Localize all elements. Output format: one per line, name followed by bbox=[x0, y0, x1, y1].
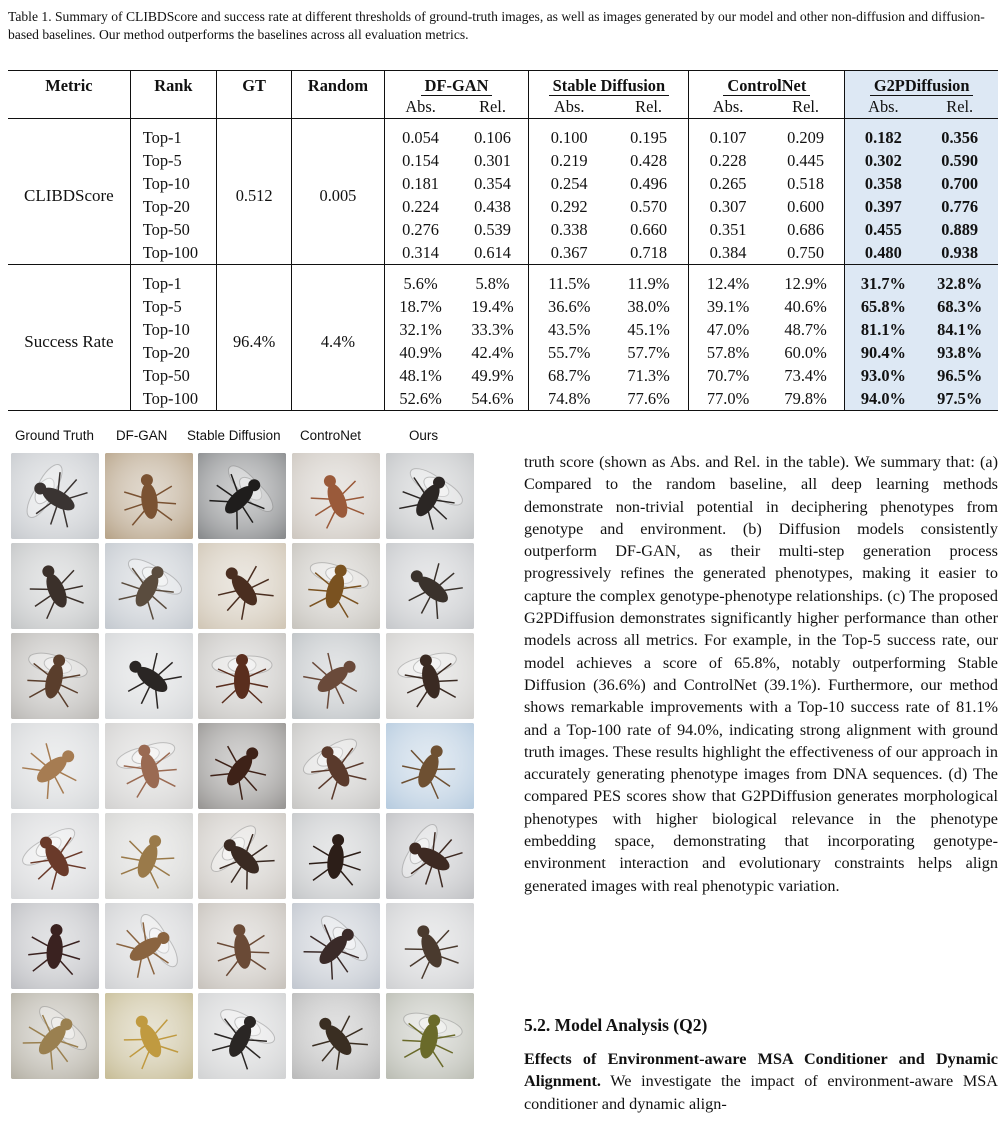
insect-icon bbox=[11, 993, 99, 1079]
insect-image-stable-diffusion bbox=[198, 543, 286, 629]
ours-abs-cell: 0.480 bbox=[845, 242, 922, 265]
subheader-rel: Rel. bbox=[457, 97, 529, 119]
dfgan-rel-cell: 54.6% bbox=[457, 388, 529, 411]
insect-icon bbox=[386, 723, 474, 809]
insect-icon bbox=[11, 903, 99, 989]
dfgan-abs-cell: 0.181 bbox=[402, 174, 440, 193]
rank-cell: Top-20 bbox=[130, 196, 216, 219]
table-row bbox=[8, 388, 998, 411]
insect-icon bbox=[198, 993, 286, 1079]
ours-rel-cell: 93.8% bbox=[921, 342, 998, 365]
ours-rel-cell: 0.356 bbox=[921, 119, 998, 150]
insect-image-dfgan bbox=[105, 813, 193, 899]
cn-abs-cell: 39.1% bbox=[706, 297, 750, 316]
ours-abs-cell: 0.455 bbox=[845, 219, 922, 242]
cn-abs-cell: 12.4% bbox=[706, 274, 750, 294]
sd-abs-cell: 43.5% bbox=[548, 320, 591, 339]
table-row bbox=[8, 119, 998, 150]
sd-rel-cell: 38.0% bbox=[609, 296, 689, 319]
header-dfgan: DF-GAN bbox=[384, 71, 529, 97]
subheader-rel: Rel. bbox=[921, 97, 998, 119]
insect-image-ours bbox=[386, 723, 474, 809]
subheader-abs: Abs. bbox=[845, 97, 922, 119]
insect-image-ground-truth bbox=[11, 723, 99, 809]
rank-cell: Top-50 bbox=[130, 219, 216, 242]
insect-icon bbox=[105, 903, 193, 989]
header-stable-diffusion: Stable Diffusion bbox=[529, 71, 689, 97]
insect-icon bbox=[11, 633, 99, 719]
ours-abs-cell: 94.0% bbox=[845, 388, 922, 411]
insect-image-controlnet bbox=[292, 453, 380, 539]
ours-rel-cell: 97.5% bbox=[921, 388, 998, 411]
dfgan-rel-cell: 19.4% bbox=[457, 296, 529, 319]
insect-icon bbox=[11, 723, 99, 809]
insect-icon bbox=[198, 453, 286, 539]
sd-rel-cell: 0.428 bbox=[609, 150, 689, 173]
rank-cell: Top-1 bbox=[130, 119, 216, 150]
insect-image-ground-truth bbox=[11, 813, 99, 899]
insect-icon bbox=[105, 543, 193, 629]
dfgan-abs-cell: 32.1% bbox=[399, 320, 442, 339]
figure-label-stable-diffusion: Stable Diffusion bbox=[187, 428, 281, 443]
table-row bbox=[8, 219, 998, 242]
rank-cell: Top-5 bbox=[130, 296, 216, 319]
ours-rel-cell: 0.700 bbox=[921, 173, 998, 196]
dfgan-abs-cell: 48.1% bbox=[399, 366, 442, 385]
subheader-abs: Abs. bbox=[553, 97, 585, 117]
cn-abs-cell: 0.307 bbox=[709, 197, 747, 216]
table-row bbox=[8, 196, 998, 219]
ours-rel-cell: 0.776 bbox=[921, 196, 998, 219]
sd-abs-cell: 36.6% bbox=[548, 297, 591, 316]
sd-abs-cell: 0.338 bbox=[550, 220, 588, 239]
dfgan-rel-cell: 0.539 bbox=[457, 219, 529, 242]
paragraph-body: We investigate the impact of environment-aware MSA conditioner and dynamic align- bbox=[524, 1072, 998, 1113]
insect-icon bbox=[105, 453, 193, 539]
ours-rel-cell: 0.938 bbox=[921, 242, 998, 265]
insect-icon bbox=[292, 813, 380, 899]
insect-icon bbox=[105, 813, 193, 899]
ours-abs-cell: 0.302 bbox=[845, 150, 922, 173]
sd-abs-cell: 0.100 bbox=[550, 128, 588, 148]
insect-icon bbox=[386, 993, 474, 1079]
insect-icon bbox=[292, 543, 380, 629]
dfgan-abs-cell: 0.224 bbox=[402, 197, 440, 216]
insect-icon bbox=[105, 723, 193, 809]
ours-abs-cell: 0.397 bbox=[845, 196, 922, 219]
insect-image-ours bbox=[386, 903, 474, 989]
table-group-success-rate bbox=[8, 265, 998, 411]
sd-rel-cell: 45.1% bbox=[609, 319, 689, 342]
table-row bbox=[8, 319, 998, 342]
header-g2pdiffusion: G2PDiffusion bbox=[845, 71, 998, 97]
insect-image-ground-truth bbox=[11, 633, 99, 719]
ours-abs-cell: 90.4% bbox=[845, 342, 922, 365]
dfgan-abs-cell: 0.276 bbox=[402, 220, 440, 239]
insect-icon bbox=[386, 543, 474, 629]
sd-abs-cell: 11.5% bbox=[548, 274, 591, 294]
header-metric: Metric bbox=[8, 71, 130, 97]
table-row bbox=[8, 242, 998, 265]
rank-cell: Top-50 bbox=[130, 365, 216, 388]
insect-image-dfgan bbox=[105, 453, 193, 539]
results-table bbox=[8, 70, 998, 411]
cn-abs-cell: 0.351 bbox=[709, 220, 747, 239]
sd-abs-cell: 55.7% bbox=[548, 343, 591, 362]
insect-image-dfgan bbox=[105, 723, 193, 809]
cn-abs-cell: 57.8% bbox=[706, 343, 750, 362]
rank-cell: Top-10 bbox=[130, 319, 216, 342]
cn-rel-cell: 12.9% bbox=[767, 265, 845, 296]
insect-icon bbox=[11, 813, 99, 899]
ours-rel-cell: 68.3% bbox=[921, 296, 998, 319]
insect-icon bbox=[11, 453, 99, 539]
dfgan-rel-cell: 5.8% bbox=[457, 265, 529, 296]
sd-rel-cell: 0.195 bbox=[609, 119, 689, 150]
insect-icon bbox=[198, 903, 286, 989]
dfgan-abs-cell: 0.154 bbox=[402, 151, 440, 170]
ours-abs-cell: 81.1% bbox=[845, 319, 922, 342]
insect-image-stable-diffusion bbox=[198, 813, 286, 899]
rank-cell: Top-1 bbox=[130, 265, 216, 296]
insect-icon bbox=[386, 453, 474, 539]
insect-icon bbox=[292, 633, 380, 719]
results-discussion-paragraph: truth score (shown as Abs. and Rel. in the table). We summary that: (a) Compared to the random baseline, all deep learning methods demonstrate non-trivial potential in deciphering phenotypes from genotype and environment. (b) Diffusion models consistently outperform DF-GAN, as their multi-step generation process progressively refines the generated phenotypes, making it easier to capture the complex genotype-phenotype relationships. (c) The proposed G2PDiffusion demonstrates significantly higher performance than other models across all metrics. For example, in the Top-5 success rate, our model achieves a score of 65.8%, notably outperforming Stable Diffusion (36.6%) and ControlNet (39.1%). Furthermore, our method shows remarkable improvements with a Top-10 success rate of 81.1% and a Top-100 rate of 94.0%, indicating strong alignment with ground truth images. These results highlight the effectiveness of our approach in accurately generating phenotype images from DNA sequences. (d) The compared PES scores show that G2PDiffusion generates morphological phenotypes with higher biological relevance in the phenotype embedding space, demonstrating that incorporating genotype-environment interaction and evolutionary constraints helps align generated images with real phenotypic variation. bbox=[524, 453, 998, 895]
insect-image-ground-truth bbox=[11, 903, 99, 989]
sd-rel-cell: 77.6% bbox=[609, 388, 689, 411]
table-row bbox=[8, 265, 998, 296]
subheader-rel: Rel. bbox=[609, 97, 689, 119]
insect-image-ground-truth bbox=[11, 993, 99, 1079]
dfgan-abs-cell: 5.6% bbox=[403, 274, 438, 294]
sd-rel-cell: 0.496 bbox=[609, 173, 689, 196]
dfgan-rel-cell: 0.614 bbox=[457, 242, 529, 265]
insect-image-ours bbox=[386, 813, 474, 899]
cn-abs-cell: 47.0% bbox=[706, 320, 750, 339]
insect-icon bbox=[198, 813, 286, 899]
insect-icon bbox=[105, 993, 193, 1079]
dfgan-rel-cell: 33.3% bbox=[457, 319, 529, 342]
insect-icon bbox=[198, 633, 286, 719]
cn-rel-cell: 40.6% bbox=[767, 296, 845, 319]
subheader-rel: Rel. bbox=[767, 97, 845, 119]
gt-value: 96.4% bbox=[217, 265, 292, 411]
metric-name: Success Rate bbox=[8, 265, 130, 411]
insect-icon bbox=[292, 993, 380, 1079]
insect-icon bbox=[198, 543, 286, 629]
dfgan-rel-cell: 49.9% bbox=[457, 365, 529, 388]
sd-abs-cell: 0.292 bbox=[550, 197, 588, 216]
random-value: 4.4% bbox=[292, 265, 384, 411]
insect-icon bbox=[292, 723, 380, 809]
rank-cell: Top-20 bbox=[130, 342, 216, 365]
insect-icon bbox=[386, 633, 474, 719]
header-gt: GT bbox=[217, 71, 292, 97]
table-row bbox=[8, 296, 998, 319]
sd-rel-cell: 71.3% bbox=[609, 365, 689, 388]
header-rank: Rank bbox=[130, 71, 216, 97]
subheader-abs: Abs. bbox=[712, 97, 744, 117]
insect-icon bbox=[292, 903, 380, 989]
dfgan-abs-cell: 0.314 bbox=[402, 242, 440, 262]
sd-rel-cell: 11.9% bbox=[609, 265, 689, 296]
dfgan-rel-cell: 0.301 bbox=[457, 150, 529, 173]
figure-label-ours: Ours bbox=[409, 428, 439, 443]
insect-image-ours bbox=[386, 633, 474, 719]
ours-rel-cell: 96.5% bbox=[921, 365, 998, 388]
insect-image-dfgan bbox=[105, 903, 193, 989]
dfgan-rel-cell: 42.4% bbox=[457, 342, 529, 365]
table-row bbox=[8, 150, 998, 173]
metric-name: CLIBDScore bbox=[8, 119, 130, 265]
cn-rel-cell: 0.518 bbox=[767, 173, 845, 196]
cn-rel-cell: 60.0% bbox=[767, 342, 845, 365]
sd-rel-cell: 0.718 bbox=[609, 242, 689, 265]
ours-rel-cell: 32.8% bbox=[921, 265, 998, 296]
dfgan-rel-cell: 0.438 bbox=[457, 196, 529, 219]
table-caption: Table 1. Summary of CLIBDScore and success rate at different thresholds of ground-truth images, as well as images generated by our model and other non-diffusion and diffusion-based baselines. Our method outperforms the baselines across all evaluation metrics. bbox=[8, 9, 985, 42]
dfgan-abs-cell: 52.6% bbox=[399, 388, 442, 408]
table-row bbox=[8, 365, 998, 388]
cn-abs-cell: 0.265 bbox=[709, 174, 747, 193]
insect-image-ours bbox=[386, 453, 474, 539]
cn-abs-cell: 0.228 bbox=[709, 151, 747, 170]
insect-image-stable-diffusion bbox=[198, 993, 286, 1079]
cn-rel-cell: 0.445 bbox=[767, 150, 845, 173]
table-group-clibdscore bbox=[8, 119, 998, 265]
cn-rel-cell: 48.7% bbox=[767, 319, 845, 342]
insect-image-controlnet bbox=[292, 723, 380, 809]
rank-cell: Top-5 bbox=[130, 150, 216, 173]
dfgan-abs-cell: 0.054 bbox=[402, 128, 440, 148]
insect-icon bbox=[386, 903, 474, 989]
insect-image-controlnet bbox=[292, 633, 380, 719]
ours-rel-cell: 0.590 bbox=[921, 150, 998, 173]
insect-image-controlnet bbox=[292, 813, 380, 899]
rank-cell: Top-10 bbox=[130, 173, 216, 196]
insect-icon bbox=[11, 543, 99, 629]
figure-label-ground-truth: Ground Truth bbox=[15, 428, 94, 443]
ours-abs-cell: 0.182 bbox=[845, 119, 922, 150]
figure-label-dfgan: DF-GAN bbox=[116, 428, 168, 443]
cn-rel-cell: 0.750 bbox=[767, 242, 845, 265]
insect-image-ground-truth bbox=[11, 543, 99, 629]
random-value: 0.005 bbox=[292, 119, 384, 265]
figure-label-controlnet: ControNet bbox=[300, 428, 362, 443]
sd-rel-cell: 0.570 bbox=[609, 196, 689, 219]
header-controlnet: ControlNet bbox=[689, 71, 845, 97]
sd-abs-cell: 0.219 bbox=[550, 151, 588, 170]
insect-image-ours bbox=[386, 543, 474, 629]
insect-image-dfgan bbox=[105, 543, 193, 629]
ours-abs-cell: 31.7% bbox=[845, 265, 922, 296]
cn-abs-cell: 0.384 bbox=[709, 242, 747, 262]
insect-icon bbox=[386, 813, 474, 899]
figure-column-labels bbox=[8, 428, 468, 448]
table-row bbox=[8, 173, 998, 196]
paragraph-runin-heading: Effects of Environment-aware MSA Conditioner and Dynamic Alignment. bbox=[524, 1050, 998, 1091]
insect-image-stable-diffusion bbox=[198, 453, 286, 539]
insect-icon bbox=[198, 723, 286, 809]
sd-abs-cell: 74.8% bbox=[548, 388, 591, 408]
dfgan-abs-cell: 18.7% bbox=[399, 297, 442, 316]
insect-image-controlnet bbox=[292, 903, 380, 989]
insect-image-ground-truth bbox=[11, 453, 99, 539]
insect-image-stable-diffusion bbox=[198, 723, 286, 809]
sd-rel-cell: 57.7% bbox=[609, 342, 689, 365]
insect-image-stable-diffusion bbox=[198, 633, 286, 719]
cn-abs-cell: 0.107 bbox=[709, 128, 747, 148]
sd-abs-cell: 68.7% bbox=[548, 366, 591, 385]
dfgan-abs-cell: 40.9% bbox=[399, 343, 442, 362]
cn-rel-cell: 0.600 bbox=[767, 196, 845, 219]
insect-image-controlnet bbox=[292, 543, 380, 629]
dfgan-rel-cell: 0.354 bbox=[457, 173, 529, 196]
insect-image-dfgan bbox=[105, 633, 193, 719]
cn-rel-cell: 79.8% bbox=[767, 388, 845, 411]
ours-rel-cell: 84.1% bbox=[921, 319, 998, 342]
insect-image-ours bbox=[386, 993, 474, 1079]
table-row bbox=[8, 342, 998, 365]
cn-rel-cell: 73.4% bbox=[767, 365, 845, 388]
subheader-abs: Abs. bbox=[405, 97, 436, 117]
sd-abs-cell: 0.367 bbox=[550, 242, 588, 262]
rank-cell: Top-100 bbox=[130, 388, 216, 411]
insect-icon bbox=[105, 633, 193, 719]
insect-icon bbox=[292, 453, 380, 539]
ours-abs-cell: 93.0% bbox=[845, 365, 922, 388]
ours-abs-cell: 65.8% bbox=[845, 296, 922, 319]
ours-abs-cell: 0.358 bbox=[845, 173, 922, 196]
sd-rel-cell: 0.660 bbox=[609, 219, 689, 242]
model-analysis-paragraph bbox=[524, 1048, 998, 1115]
gt-value: 0.512 bbox=[217, 119, 292, 265]
cn-rel-cell: 0.209 bbox=[767, 119, 845, 150]
header-random: Random bbox=[292, 71, 384, 97]
section-heading: 5.2. Model Analysis (Q2) bbox=[524, 1015, 708, 1035]
dfgan-rel-cell: 0.106 bbox=[457, 119, 529, 150]
ours-rel-cell: 0.889 bbox=[921, 219, 998, 242]
cn-abs-cell: 70.7% bbox=[706, 366, 750, 385]
rank-cell: Top-100 bbox=[130, 242, 216, 265]
cn-rel-cell: 0.686 bbox=[767, 219, 845, 242]
sd-abs-cell: 0.254 bbox=[550, 174, 588, 193]
cn-abs-cell: 77.0% bbox=[706, 388, 750, 408]
insect-image-stable-diffusion bbox=[198, 903, 286, 989]
insect-image-controlnet bbox=[292, 993, 380, 1079]
insect-image-dfgan bbox=[105, 993, 193, 1079]
